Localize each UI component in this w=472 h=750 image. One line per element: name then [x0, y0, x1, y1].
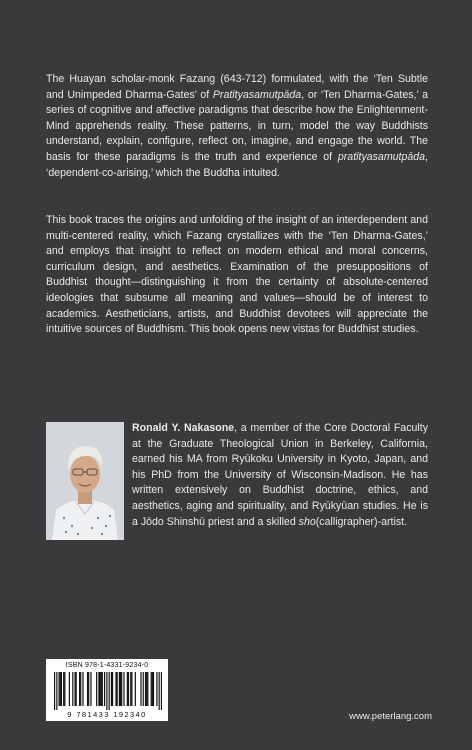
barcode-bar — [82, 672, 83, 706]
barcode-bar — [90, 672, 91, 706]
barcode-bar — [112, 672, 113, 706]
blurb-paragraph-1 — [46, 72, 428, 181]
barcode-bar — [135, 672, 136, 706]
barcode-bar — [109, 672, 110, 710]
barcode-bar — [140, 672, 141, 706]
italic-term: Pratītyasamutpāda — [212, 88, 302, 101]
text-segment: , ‘dependent-co-arising,’ which the Buddha intuited. — [46, 150, 428, 179]
barcode-bar — [80, 672, 81, 706]
barcode-bar — [76, 672, 77, 706]
barcode-bar — [153, 672, 154, 706]
barcode-bar — [96, 672, 97, 706]
barcode-bar — [63, 672, 64, 706]
ean-digits: 9 781433 192340 — [67, 710, 147, 719]
isbn-label: ISBN 978-1-4331-9234-0 — [65, 662, 149, 669]
barcode-bar — [87, 672, 88, 706]
barcode-bar — [101, 672, 102, 706]
sho-term: sho — [298, 515, 316, 528]
barcode-bar — [64, 672, 65, 706]
barcode-bar — [56, 672, 57, 710]
author-name: Ronald Y. Nakasone — [132, 422, 235, 434]
barcode-bar — [106, 672, 107, 710]
barcode-bar — [60, 672, 61, 706]
author-portrait-icon — [46, 422, 124, 540]
barcode-bar — [143, 672, 144, 706]
barcode-bar — [59, 672, 60, 706]
barcode-bar — [127, 672, 128, 706]
author-bio — [132, 421, 428, 530]
barcode-bar — [161, 672, 162, 710]
barcode — [46, 659, 168, 721]
barcode-bar — [111, 672, 112, 706]
barcode-bar — [99, 672, 100, 706]
barcode-bar — [119, 672, 120, 706]
barcode-bar — [102, 672, 103, 706]
text-segment: The Huayan scholar-monk Fazang (643-712) formulated, with the ‘Ten Subtle and Unimpeded Dharma-Gates’ of — [46, 73, 428, 101]
barcode-bar — [145, 672, 146, 706]
barcode-bar — [74, 672, 75, 706]
barcode-bar — [131, 672, 132, 706]
barcode-bar — [115, 672, 116, 706]
barcode-bars — [54, 672, 162, 710]
author-bio-tail: (calligrapher)-artist. — [315, 515, 408, 528]
barcode-bar — [123, 672, 124, 706]
barcode-bar — [159, 672, 160, 710]
barcode-bar — [146, 672, 147, 706]
barcode-bar — [151, 672, 152, 706]
barcode-bar — [156, 672, 157, 706]
italic-term: pratītyasamutpāda — [337, 150, 426, 163]
barcode-bar — [128, 672, 129, 706]
author-photo — [46, 422, 124, 540]
publisher-website[interactable]: www.peterlang.com — [349, 711, 432, 722]
barcode-bar — [98, 672, 99, 706]
barcode-bar — [72, 672, 73, 706]
barcode-bar — [69, 672, 70, 706]
barcode-bar — [147, 672, 148, 706]
barcode-bar — [61, 672, 62, 706]
barcode-bar — [120, 672, 121, 706]
barcode-bar — [130, 672, 131, 706]
blurb-paragraph-2: This book traces the origins and unfolding of the insight of an interdependent and multi-centered reality, which Fazang crystallizes with the ‘Ten Dharma-Gates,’ and employs that insight to reflect on modern ethical and moral concerns, curriculum design, and aesthetics. Examination of the presuppositions of Buddhist thought—distinguishing it from the certainty of absolute-centered ideologies that subsume all meaning and values—should be of interest to academics. Aestheticians, artists, and Buddhist devotees will appreciate the intuitive sources of Buddhism. This book opens new vistas for Buddhist studies. — [46, 214, 428, 336]
barcode-bar — [104, 672, 105, 706]
barcode-bar — [152, 672, 153, 706]
barcode-bar — [117, 672, 118, 706]
barcode-bar — [54, 672, 55, 710]
barcode-bar — [79, 672, 80, 706]
text-segment: , or ‘Ten Dharma-Gates,’ a series of cognitive and affective paradigms that describe how the Enlightenment-Mind apprehends reality. These patterns, in turn, model the way Buddhists understand, explain, configure, reflect on, imagine, and engage the world. The basis for these paradigms is the truth and experience of — [46, 88, 428, 163]
barcode-bar — [88, 672, 89, 706]
barcode-bar — [121, 672, 122, 706]
author-bio-text: , a member of the Core Doctoral Faculty at the Graduate Theological Union in Berkeley, California, earned his MA from Ryūkoku University in Kyoto, Japan, and his PhD from the University of Wisconsin-Madison. He has written extensively on Buddhist doctrine, ethics, and aesthetics, aging and spirituality, and Ryūkyūan studies. He is a Jōdo Shinshū priest and a skilled — [132, 422, 428, 528]
